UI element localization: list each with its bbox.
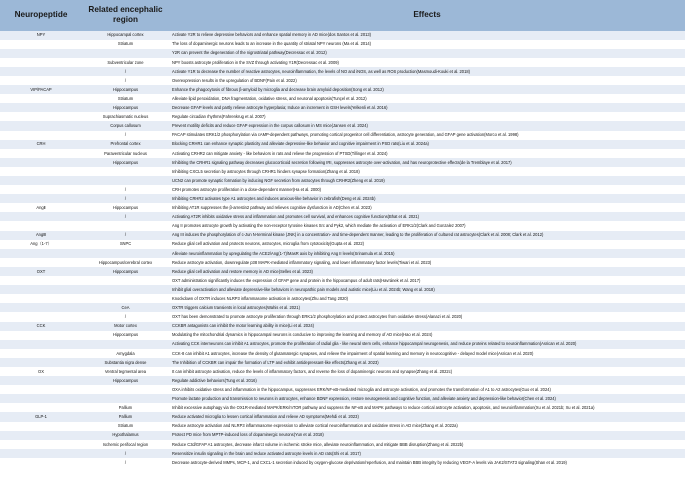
cell-neuropeptide (0, 58, 82, 67)
cell-neuropeptide: VIP/PACAP (0, 85, 82, 94)
table-row (0, 40, 685, 49)
table-row (0, 431, 685, 440)
cell-related-encephalic-region: Striatum (82, 40, 169, 49)
cell-related-encephalic-region: / (82, 67, 169, 76)
column-header-related-encephalic-region: Related encephalic region (82, 0, 169, 31)
cell-neuropeptide (0, 221, 82, 230)
cell-effects: Overexpression results in the upregulation of BDNF(Pain et al. 2022) (169, 76, 685, 85)
table-row (0, 158, 685, 167)
table-body (0, 31, 685, 468)
cell-neuropeptide (0, 40, 82, 49)
table-row (0, 249, 685, 258)
cell-neuropeptide (0, 385, 82, 394)
cell-neuropeptide (0, 249, 82, 258)
cell-neuropeptide (0, 176, 82, 185)
table-row (0, 412, 685, 421)
cell-related-encephalic-region (82, 294, 169, 303)
cell-neuropeptide: GLP-1 (0, 412, 82, 421)
cell-effects: The Inhibition of CCKBR can impair the formation of LTP and exhibit antidepressant-like effects(Zhang et al. 2023) (169, 358, 685, 367)
cell-neuropeptide (0, 76, 82, 85)
cell-effects: Regulate circadian rhythms(Fahrenkrug et al. 2007) (169, 112, 685, 121)
cell-related-encephalic-region (82, 176, 169, 185)
cell-related-encephalic-region: / (82, 185, 169, 194)
table-row (0, 94, 685, 103)
cell-effects: OXT administration significantly induces the expression of GFAP gene and protein in the hippocampus of adult rats(Havránek et al. 2017) (169, 276, 685, 285)
cell-related-encephalic-region: Hippocampus/cerebral cortex (82, 258, 169, 267)
cell-related-encephalic-region: Hippocampus (82, 203, 169, 212)
table-row (0, 112, 685, 121)
cell-effects: Reduce glial cell activation and restore memory in AD mice(Selles et al. 2023) (169, 267, 685, 276)
table-row (0, 267, 685, 276)
table-row (0, 149, 685, 158)
cell-effects: CCKBR antagonists can inhibit the motor learning ability in mice(Li et al. 2024) (169, 322, 685, 331)
cell-effects: Activate Y2R to relieve depressive behaviors and enhance spatial memory in AD mice(dos Santos et al. 2013) (169, 31, 685, 40)
cell-neuropeptide (0, 285, 82, 294)
cell-neuropeptide (0, 167, 82, 176)
cell-related-encephalic-region (82, 276, 169, 285)
cell-effects: OXT has been demonstrated to promote astrocyte proliferation through ERK1/2 phosphorylation and protect astrocytes from oxidative stress(Alanazi et al. 2020) (169, 312, 685, 321)
cell-neuropeptide (0, 303, 82, 312)
cell-related-encephalic-region: / (82, 76, 169, 85)
table-row (0, 212, 685, 221)
cell-related-encephalic-region: Ischemic perifocal region (82, 440, 169, 449)
cell-related-encephalic-region (82, 394, 169, 403)
table-row (0, 231, 685, 240)
cell-neuropeptide (0, 449, 82, 458)
cell-effects: Inhibiting the CRHR1 signaling pathway decreases glucocorticoid secretion following IRI, suppresses astrocyte over-activation, and has neuroprotective effects(de la Tremblaye et al. 2017) (169, 158, 685, 167)
cell-related-encephalic-region: Striatum (82, 94, 169, 103)
cell-neuropeptide (0, 49, 82, 58)
cell-neuropeptide (0, 158, 82, 167)
cell-neuropeptide (0, 422, 82, 431)
table-row (0, 258, 685, 267)
cell-related-encephalic-region: Substantia nigra dense (82, 358, 169, 367)
cell-neuropeptide (0, 94, 82, 103)
cell-related-encephalic-region: / (82, 312, 169, 321)
table-header (0, 0, 685, 31)
cell-effects: Activate Y1R to decrease the number of reactive astrocytes, neuroinflammation, the levels of NO and iNOS, as well as ROS production(Masmoudi-Kouki et al. 2018) (169, 67, 685, 76)
column-header-neuropeptide: Neuropeptide (0, 0, 82, 31)
cell-neuropeptide (0, 403, 82, 412)
cell-effects: Inhibit excessive autophagy via the OX1R-mediated MAPK/ERK/mTOR pathway and suppress the NF-κB and MAPK pathways to reduce cortical astrocyte activation, apoptosis, and neuroinflammation(Xu et al. 2021b; Xu et al. 2021a) (169, 403, 685, 412)
cell-neuropeptide: Ang（1-7） (0, 240, 82, 249)
cell-related-encephalic-region: Striatum (82, 422, 169, 431)
cell-related-encephalic-region: Paraventricular nucleus (82, 149, 169, 158)
cell-neuropeptide (0, 212, 82, 221)
cell-neuropeptide: CCK (0, 322, 82, 331)
cell-related-encephalic-region: Corpus callosum (82, 121, 169, 130)
cell-related-encephalic-region (82, 221, 169, 230)
cell-related-encephalic-region (82, 167, 169, 176)
cell-neuropeptide: OX (0, 367, 82, 376)
cell-effects: Regulate addictive behaviors(Tung et al. 2016) (169, 376, 685, 385)
cell-neuropeptide (0, 349, 82, 358)
column-header-effects: Effects (169, 0, 685, 31)
table-row (0, 103, 685, 112)
cell-effects: Ang III induces the phosphorylation of c-Jun N-terminal kinase (JNK) in a concentration- and time-dependent manner, leading to the proliferation of cultured rat astrocytes(Clark et al. 2008; Clark et al. 2012) (169, 231, 685, 240)
cell-related-encephalic-region: / (82, 458, 169, 467)
table-row (0, 276, 685, 285)
cell-neuropeptide (0, 149, 82, 158)
table-row (0, 349, 685, 358)
cell-effects: NPY boosts astrocyte proliferation in the SVZ through activating Y1R(Decressac et al. 2009) (169, 58, 685, 67)
cell-effects: Decrease astrocyte-derived MMPs, MCP-1, and CXCL-1 secretion induced by oxygen-glucose deprivation/reperfusion, and maintain BBB integrity by reducing VEGF-A levels via JAK2/STAT3 signaling(Shan et al. 2019) (169, 458, 685, 467)
cell-neuropeptide (0, 458, 82, 467)
cell-neuropeptide (0, 276, 82, 285)
cell-neuropeptide: OXT (0, 267, 82, 276)
cell-effects: Reduce astrocyte activation, downregulate p38 MAPK-mediated inflammatory signaling, and lower inflammatory factor levels(Tiwari et al. 2023) (169, 258, 685, 267)
cell-effects: Alleviate lipid peroxidation, DNA fragmentation, oxidative stress, and neuronal apoptosis(Tunçel et al. 2012) (169, 94, 685, 103)
cell-neuropeptide (0, 112, 82, 121)
table-row (0, 203, 685, 212)
cell-effects: Decrease GFAP levels and partly relieve astrocyte hyperplasia; Induce an increment in GSH levels(Yelkenli et al. 2016) (169, 103, 685, 112)
table-row (0, 121, 685, 130)
cell-related-encephalic-region: / (82, 231, 169, 240)
table-row (0, 67, 685, 76)
cell-neuropeptide (0, 431, 82, 440)
cell-effects: CRH promotes astrocyte proliferation in a dose-dependent manner(Ha et al. 2000) (169, 185, 685, 194)
cell-effects: Blocking CRHR1 can enhance synaptic plasticity and alleviate depressive-like behavior and cognitive impairment in PSD rats(Liu et al. 2024a) (169, 140, 685, 149)
cell-related-encephalic-region: Hippocampus (82, 158, 169, 167)
table-row (0, 194, 685, 203)
table-row (0, 422, 685, 431)
table-row (0, 440, 685, 449)
table-row (0, 58, 685, 67)
table-row (0, 331, 685, 340)
cell-related-encephalic-region (82, 49, 169, 58)
cell-neuropeptide (0, 440, 82, 449)
cell-effects: Reduce glial cell activation and protects neurons, astrocytes, microglia from cytotoxicity(Gupta et al. 2022) (169, 240, 685, 249)
table-row (0, 385, 685, 394)
cell-effects: Reduce C3d/GFAP A1 astrocytes, decrease infarct volume in ischemic stroke mice, alleviate neuroinflammation, and mitigate BBB disruption(Zhang et al. 2022b) (169, 440, 685, 449)
cell-effects: Inhibiting CRHR2 activates type A1 astrocytes and induces anxious-like behavior in zebrafish(Deng et al. 2024b) (169, 194, 685, 203)
table-row (0, 449, 685, 458)
table-row (0, 185, 685, 194)
cell-related-encephalic-region: / (82, 449, 169, 458)
cell-neuropeptide (0, 331, 82, 340)
cell-neuropeptide (0, 185, 82, 194)
cell-effects: Alleviate neuroinflammation by upregulating the ACE2/Ang(1-7)/MasR axis by inhibiting Ang II levels(Srinamula et al. 2015) (169, 249, 685, 258)
cell-related-encephalic-region: / (82, 131, 169, 140)
cell-neuropeptide (0, 194, 82, 203)
cell-neuropeptide: CRH (0, 140, 82, 149)
cell-related-encephalic-region (82, 249, 169, 258)
cell-effects: Resensitize insulin signaling in the brain and reduce activated astrocyte levels in AD rats(Shi et al. 2017) (169, 449, 685, 458)
cell-effects: Promote lactate production and transmission to neurons in astrocytes, enhance BDNF expression, restore neurogenesis and cognitive function, and alleviate anxiety and depression-like behavior(Chen et al. 2024) (169, 394, 685, 403)
cell-effects: Knockdown of OXTR induces NLRP3 inflammasome activation in astrocytes(Zhu and Tang 2020) (169, 294, 685, 303)
cell-neuropeptide (0, 376, 82, 385)
cell-related-encephalic-region: Motor cortex (82, 322, 169, 331)
cell-effects: It can inhibit astrocyte activation, reduce the levels of inflammatory factors, and reverse the loss of dopaminergic neurons and synapse(Zhang et al. 2022c) (169, 367, 685, 376)
cell-related-encephalic-region: CeA (82, 303, 169, 312)
cell-related-encephalic-region: Pallium (82, 403, 169, 412)
cell-neuropeptide (0, 103, 82, 112)
cell-effects: Modulating the mitochondrial dynamics in hippocampal neurons is conducive to improving the learning and memory of AD mice(Hao et al. 2024) (169, 331, 685, 340)
table-row (0, 49, 685, 58)
cell-related-encephalic-region (82, 285, 169, 294)
table-row (0, 340, 685, 349)
cell-effects: Reduce activated microglia to lessen cortical inflammation and relieve AD symptoms(Mehdi et al. 2023) (169, 412, 685, 421)
cell-effects: Activating CCK interneurons can inhibit A1 astrocytes, promote the proliferation of radial glia - like neural stem cells, enhance hippocampal neurogenesis, and reduce proteins related to neuroinflammation(Asrican et al. 2020) (169, 340, 685, 349)
cell-related-encephalic-region: Ventral tegmental area (82, 367, 169, 376)
cell-neuropeptide (0, 258, 82, 267)
table-row (0, 31, 685, 40)
table-row (0, 376, 685, 385)
table-row (0, 294, 685, 303)
table-row (0, 85, 685, 94)
cell-neuropeptide (0, 394, 82, 403)
table-row (0, 131, 685, 140)
cell-neuropeptide (0, 294, 82, 303)
cell-effects: The loss of dopaminergic neurons leads to an increase in the quantity of striatal NPY neurons (Ma et al. 2014) (169, 40, 685, 49)
table-row (0, 312, 685, 321)
cell-related-encephalic-region: Hippocampus (82, 331, 169, 340)
cell-neuropeptide: AngⅢ (0, 231, 82, 240)
cell-effects: Prevent motility deficits and reduce GFAP expression in the corpus callosum in MS mice(Jansen et al. 2024) (169, 121, 685, 130)
cell-related-encephalic-region (82, 340, 169, 349)
cell-effects: Activating AT2R inhibits oxidative stress and inflammation and promotes cell survival, and enhances cognitive functions(Bhat et al. 2021) (169, 212, 685, 221)
cell-effects: CCK-8 can inhibit A1 astrocytes, increase the density of glutamatergic synapses, and relieve the impairment of spatial learning and memory in neurocognitive - delayed model mice(Asrican et al. 2020) (169, 349, 685, 358)
cell-effects: Y2R can prevent the degeneration of the nigrostriatal pathway(Decressac et al. 2012) (169, 49, 685, 58)
cell-neuropeptide (0, 131, 82, 140)
cell-effects: Inhibiting CXCL5 secretion by astrocytes through CRHR1 hinders synapse formation(Zhang et al. 2018) (169, 167, 685, 176)
cell-neuropeptide (0, 67, 82, 76)
cell-effects: Enhance the phagocytosis of fibrous β-amyloid by microglia and decrease brain amyloid deposition(Song et al. 2012) (169, 85, 685, 94)
cell-related-encephalic-region: Suprachiasmatic nucleus (82, 112, 169, 121)
cell-effects: Protect PD mice from MPTP-induced loss of dopaminergic neurons(Yun et al. 2018) (169, 431, 685, 440)
cell-related-encephalic-region (82, 385, 169, 394)
cell-related-encephalic-region: Hippocampus (82, 267, 169, 276)
cell-effects: OXA inhibits oxidative stress and inflammation in the hippocampus, suppresses ERK/NF-κB-mediated microglia and astrocyte activation, and promotes the transformation of A1 to A2 astrocytes(Guo et al. 2024) (169, 385, 685, 394)
cell-neuropeptide (0, 358, 82, 367)
cell-related-encephalic-region: SNPC (82, 240, 169, 249)
cell-related-encephalic-region: Amygdala (82, 349, 169, 358)
table-row (0, 367, 685, 376)
cell-related-encephalic-region: Subventricular zone (82, 58, 169, 67)
table-row (0, 394, 685, 403)
cell-neuropeptide: NPY (0, 31, 82, 40)
cell-related-encephalic-region: Hippocampus (82, 103, 169, 112)
cell-neuropeptide (0, 121, 82, 130)
table-row (0, 403, 685, 412)
table-row (0, 176, 685, 185)
cell-neuropeptide: AngⅡ (0, 203, 82, 212)
cell-effects: Ang II promotes astrocyte growth by activating the non-receptor tyrosine kinases Src and Pyk2, which mediate the activation of ERK1/2(Clark and Gonzalez 2007) (169, 221, 685, 230)
cell-related-encephalic-region: Hippocampus (82, 85, 169, 94)
cell-neuropeptide (0, 312, 82, 321)
table-row (0, 322, 685, 331)
cell-related-encephalic-region: / (82, 212, 169, 221)
table-row (0, 240, 685, 249)
cell-related-encephalic-region: Hippocampal cortex (82, 31, 169, 40)
cell-related-encephalic-region: Prefrontal cortex (82, 140, 169, 149)
cell-effects: UCN2 can promote synaptic formation by inducing NGF secretion from astrocytes through CRHR2(Zheng et al. 2019) (169, 176, 685, 185)
cell-related-encephalic-region: Pallium (82, 412, 169, 421)
table-row (0, 285, 685, 294)
cell-related-encephalic-region: / (82, 194, 169, 203)
table-header-row (0, 0, 685, 31)
cell-effects: Inhibit glial overactivation and alleviate depressive-like behaviors in neuropathic pain models and autistic mice(Liu et al. 2024b; Wang et al. 2018) (169, 285, 685, 294)
cell-effects: Activating CRHR2 can mitigate anxiety - like behaviors in rats and relieve the progression of PTSD(Tillinger et al. 2024) (169, 149, 685, 158)
table-row (0, 167, 685, 176)
table-row (0, 358, 685, 367)
cell-related-encephalic-region: Hypothalamus (82, 431, 169, 440)
table-row (0, 303, 685, 312)
cell-effects: Inhibiting AT1R suppresses the β-arrestin2 pathway and relieves cognitive dysfunction in AD(Chen et al. 2023) (169, 203, 685, 212)
table-row (0, 76, 685, 85)
cell-related-encephalic-region: Hippocampus (82, 376, 169, 385)
cell-effects: OXTR triggers calcium transients in local astrocytes(Wahis et al. 2021) (169, 303, 685, 312)
cell-effects: Reduce astrocyte activation and NLRP3 inflammasome expression to alleviate cortical neuroinflammation and oxidative stress in AD mice(Zhang et al. 2022a) (169, 422, 685, 431)
cell-effects: PACAP stimulates ERK1/2 phosphorylation via cAMP-dependent pathways, promoting cortical progenitor cell differentiation, astrocyte generation, and GFAP gene activation(Morco et al. 1998) (169, 131, 685, 140)
table-row (0, 140, 685, 149)
table-row (0, 221, 685, 230)
table-row (0, 458, 685, 467)
cell-neuropeptide (0, 340, 82, 349)
